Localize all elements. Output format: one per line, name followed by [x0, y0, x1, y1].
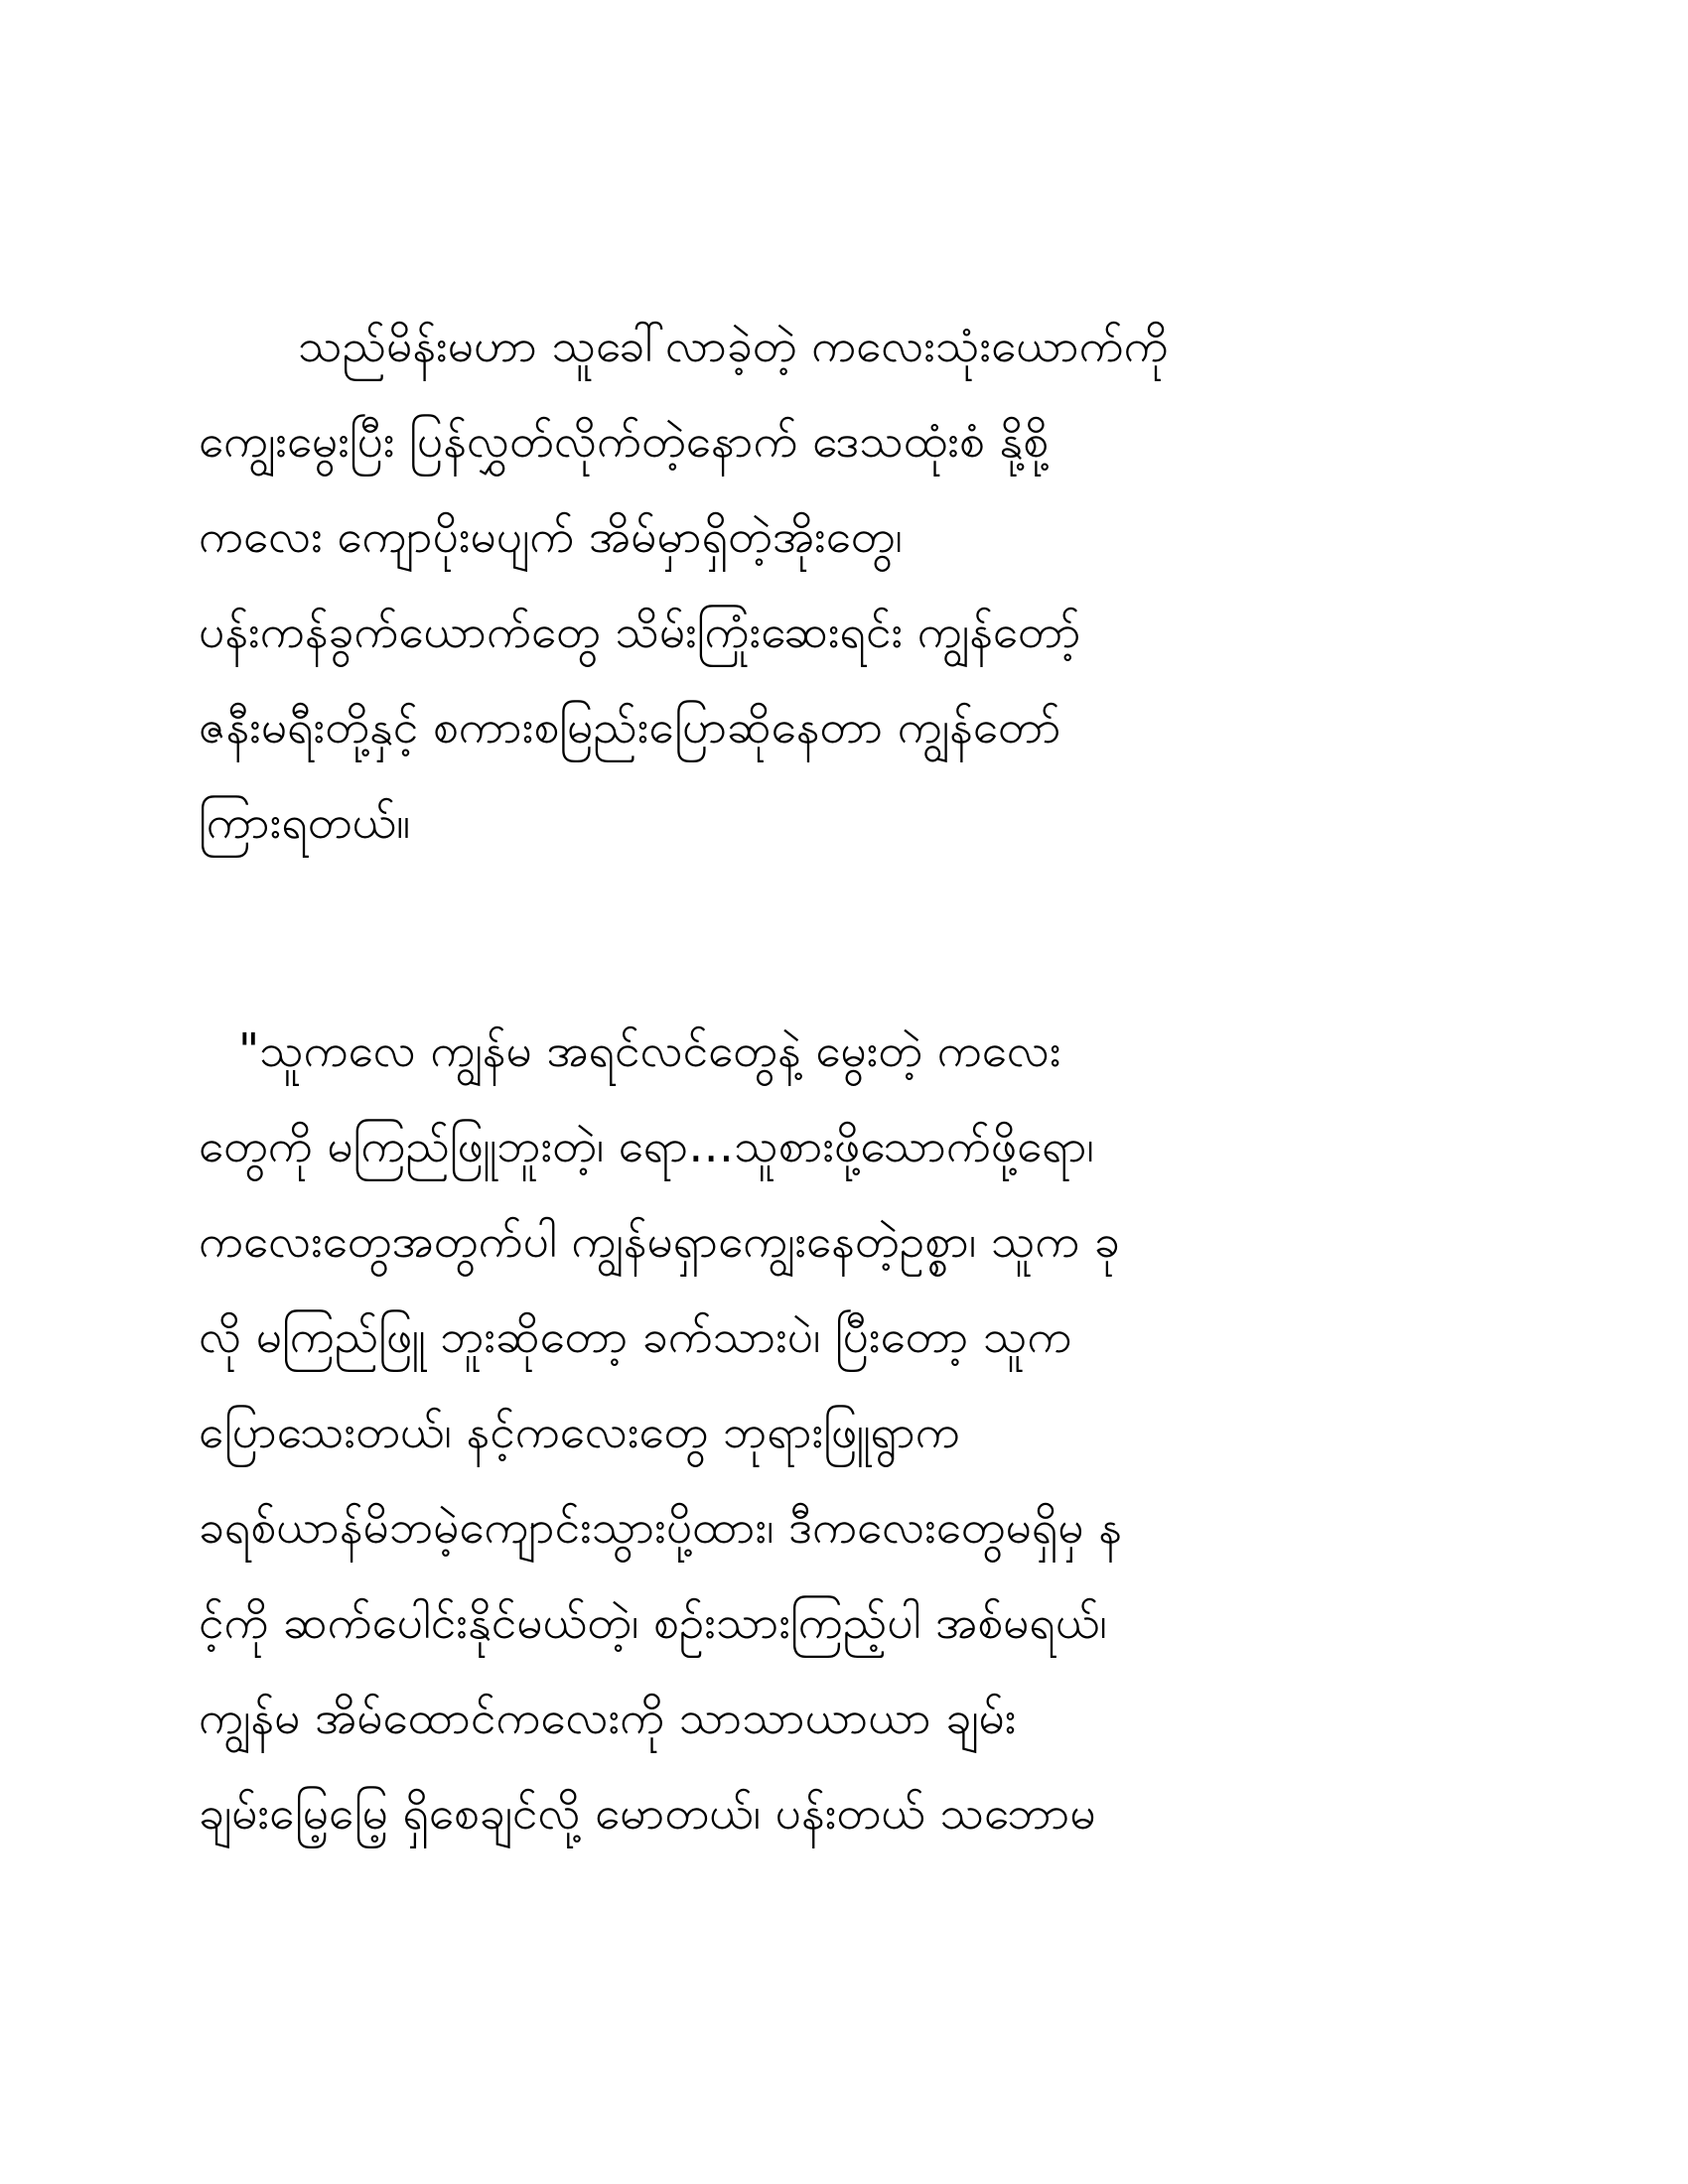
- text-line: ခရစ်ယာန်မိဘမဲ့ကျောင်းသွားပို့ထား၊ ဒီကလေးတွေမရှိမှ န: [199, 1500, 1122, 1554]
- text-line: ကြားရတယ်။: [199, 795, 411, 849]
- text-line: ကလေးတွေအတွက်ပါ ကျွန်မရှာကျွေးနေတဲ့ဥစ္စာ၊ သူက ခု: [199, 1214, 1120, 1268]
- text-line: ဇနီးမရီးတို့နှင့် စကားစမြည်းပြောဆိုနေတာ ကျွန်တော်: [199, 700, 1061, 753]
- text-line: ကလေး ကျောပိုးမပျက် အိမ်မှာရှိတဲ့အိုးတွေ၊: [199, 509, 903, 563]
- text-line: သည်မိန်းမဟာ သူခေါ်လာခဲ့တဲ့ ကလေးသုံးယောက်ကို: [298, 319, 1169, 372]
- text-line: ကျွန်မ အိမ်ထောင်ကလေးကို သာသာယာယာ ချမ်း: [199, 1691, 1017, 1744]
- paragraph-1: [199, 298, 1489, 870]
- text-line: ပန်းကန်ခွက်ယောက်တွေ သိမ်းကြုံးဆေးရင်း ကျွန်တော့်: [199, 605, 1081, 658]
- text-line: ကျွေးမွေးပြီး ပြန်လွှတ်လိုက်တဲ့နောက် ဒေသထုံးစံ နို့စို့: [199, 414, 1050, 468]
- text-line: င့်ကို ဆက်ပေါင်းနိုင်မယ်တဲ့၊ စဉ်းသားကြည့်ပါ အစ်မရယ်၊: [199, 1595, 1107, 1649]
- text-line: တွေကို မကြည်ဖြူဘူးတဲ့၊ ရော…သူစားဖို့သောက်ဖို့ရော၊: [199, 1119, 1094, 1172]
- text-line: ပြောသေးတယ်၊ နင့်ကလေးတွေ ဘုရားဖြူရွာက: [199, 1405, 960, 1458]
- text-line: ချမ်းမြေ့မြေ့ ရှိစေချင်လို့ မောတယ်၊ ပန်းတယ် သဘောမ: [199, 1786, 1096, 1840]
- paragraph-2: [199, 1003, 1489, 1860]
- text-line: "သူကလေ ကျွန်မ အရင်လင်တွေနဲ့ မွေးတဲ့ ကလေး: [238, 1024, 1061, 1077]
- text-line: လို မကြည်ဖြူ ဘူးဆိုတော့ ခက်သားပဲ၊ ပြီးတော့ သူက: [199, 1309, 1072, 1363]
